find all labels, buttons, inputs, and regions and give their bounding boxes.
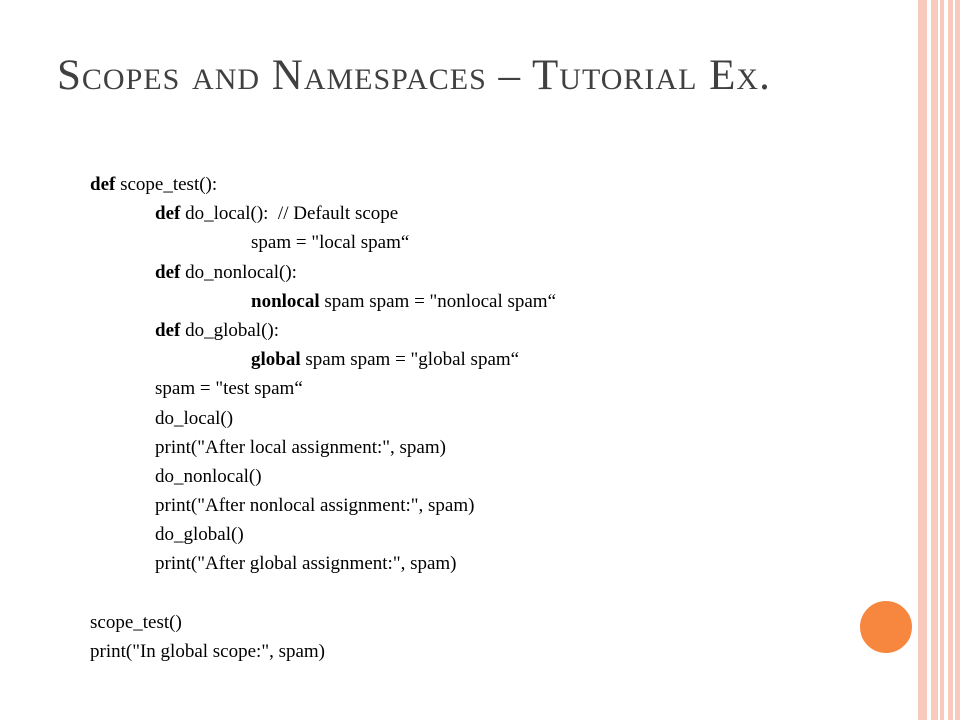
code-line xyxy=(90,549,870,578)
code-keyword: global xyxy=(251,349,301,371)
code-text: spam = "test spam“ xyxy=(155,378,303,400)
code-text: spam spam = "global spam“ xyxy=(300,349,520,371)
code-text: do_local(): // Default scope xyxy=(180,203,399,225)
code-line xyxy=(90,287,870,316)
code-line xyxy=(90,170,870,199)
code-block xyxy=(90,170,870,666)
decorative-stripe xyxy=(944,0,948,720)
code-line xyxy=(90,608,870,637)
code-line xyxy=(90,345,870,374)
code-text: spam spam = "nonlocal spam“ xyxy=(319,290,557,312)
code-text: print("In global scope:", spam) xyxy=(90,641,326,662)
code-text: spam = "local spam“ xyxy=(251,232,410,254)
code-text: scope_test() xyxy=(90,611,182,633)
code-text: do_local() xyxy=(155,407,234,429)
code-line xyxy=(90,491,870,520)
code-text: do_nonlocal() xyxy=(155,465,262,487)
code-text: do_nonlocal(): xyxy=(180,261,297,283)
code-keyword: def xyxy=(90,174,116,195)
code-keyword: def xyxy=(155,261,181,283)
code-keyword: def xyxy=(155,319,181,341)
code-text: do_global() xyxy=(155,524,244,546)
decorative-stripe xyxy=(953,0,955,720)
code-line xyxy=(90,374,870,403)
code-line xyxy=(90,637,870,666)
code-keyword: nonlocal xyxy=(251,290,320,312)
code-line xyxy=(90,404,870,433)
code-line xyxy=(90,433,870,462)
code-text: do_global(): xyxy=(180,319,280,341)
code-text: scope_test(): xyxy=(115,174,218,195)
code-line xyxy=(90,316,870,345)
code-line xyxy=(90,520,870,549)
code-line xyxy=(90,199,870,228)
code-line xyxy=(90,228,870,257)
decorative-stripe xyxy=(938,0,940,720)
slide-title: Scopes and Namespaces – Tutorial Ex. xyxy=(57,52,771,99)
code-text: print("After nonlocal assignment:", spam) xyxy=(155,495,475,517)
code-text: print("After global assignment:", spam) xyxy=(155,553,457,575)
code-line xyxy=(90,462,870,491)
code-text: print("After local assignment:", spam) xyxy=(155,436,446,458)
code-keyword: def xyxy=(155,203,181,225)
code-line xyxy=(90,258,870,287)
code-blank-line xyxy=(90,579,870,608)
decorative-stripe xyxy=(927,0,931,720)
